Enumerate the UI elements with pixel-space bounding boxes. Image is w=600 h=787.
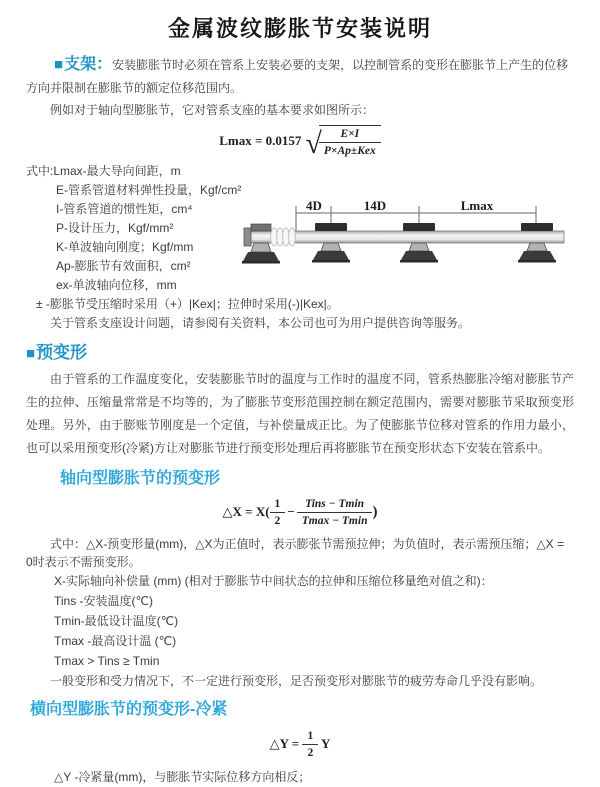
axial-formula-close: ): [372, 503, 378, 520]
lateral-formula-rhs: Y: [320, 735, 331, 751]
definition-line: E-管系管道材料弹性投量，Kgf/cm²: [56, 182, 242, 197]
sqrt-content: [319, 125, 381, 159]
support-section-heading: [54, 56, 112, 73]
one-half-fraction: $\frac{1}{2}$: [270, 497, 286, 529]
axial-explain-paragraph: 式中：△X-预变形量(mm)，△X为正值时，表示膨张节需预拉伸；为负值时，表示需预压缩；△X = 0时表示不需预变形。: [26, 536, 565, 569]
temp-definition-line: Tins -安装温度(℃): [54, 593, 154, 608]
definition-line: I-管系管道的惯性矩，cm⁴: [56, 201, 193, 216]
pipe-end-flange: [244, 228, 251, 246]
pipe-support-diagram: [244, 198, 596, 290]
temp-definition-line: Tmin-最低设计温度(℃): [54, 613, 179, 628]
definition-line: 式中:Lmax-最大导向间距，m: [26, 163, 181, 178]
definition-line: P-设计压力，Kgf/mm²: [56, 220, 174, 235]
pipe-support-diagram-svg: [244, 198, 596, 290]
lmax-formula: [26, 125, 574, 159]
definition-line: ex-单波轴向位移，mm: [56, 277, 177, 292]
support-example-line: 例如对于轴向型膨胀节，它对管系支座的基本要求如图所示：: [50, 103, 375, 117]
dim-label-4d: 4D: [306, 197, 322, 213]
temp-relation-line: Tmax > Tins ≥ Tmin: [54, 653, 160, 668]
temperature-fraction: $\frac{\text{Tins − Tmin}}{Tmax - Tmin}$: [297, 497, 373, 529]
lateral-note-line: △Y -冷紧量(mm)，与膨胀节实际位移方向相反；: [54, 770, 311, 785]
one-half-fraction: $\frac{1}{2}$: [302, 729, 318, 761]
axial-formula: [26, 497, 574, 529]
axial-note-line: 一般变形和受力情况下，不一定进行预变形，足否预变形对膨胀节的疲劳寿命几乎没有影响。: [50, 673, 543, 688]
preset-section-heading: [26, 342, 574, 365]
preset-section-label: 预变形: [36, 342, 88, 362]
definition-line: Ap-膨胀节有效面积，cm²: [56, 258, 191, 273]
lateral-formula: [26, 729, 574, 761]
preset-body-paragraph: 由于管系的工作温度变化，安装膨胀节时的温度与工作时的温度不同，管系热膨胀冷缩对膨胀节产生的拉伸、压缩量常常是不均等的，为了膨胀节变形范围控制在额定范围内，需要对膨胀节采取预变形处理。另外，由于膨账节刚度是一个定值，与补偿量成正比。为了使膨胀节位移对管系的作用力最小，也可以采用预变形(冷紧)方让对膨胀节进行预变形处理后再将膨胀节在预变形状态下安装在管系中。: [26, 371, 574, 455]
section-marker-icon: ■: [54, 56, 64, 73]
sqrt-icon: √: [305, 126, 322, 160]
definition-line: K-单波轴向刚度；Kgf/mm: [56, 239, 194, 254]
dim-label-lmax: Lmax: [460, 197, 494, 213]
dim-label-14d: 14D: [363, 197, 387, 213]
lmax-formula-denominator: P×Ap±Kex: [323, 145, 376, 158]
support-intro-paragraph: [26, 53, 574, 100]
section-marker-icon: ■: [26, 344, 36, 362]
minus-operator: −: [287, 503, 295, 519]
lateral-subheading: 横向型膨胀节的预变形-冷紧: [30, 700, 228, 718]
lateral-formula-lhs: △Y =: [269, 735, 300, 751]
support-section-label: 支架：: [64, 56, 113, 73]
axial-formula-lhs: △X = X(: [222, 503, 270, 519]
page-title: 金属波纹膨胀节安装说明: [167, 16, 432, 41]
consult-note: 关于管系支座设计问题，请参阅有关资料，本公司也可为用户提供咨询等服务。: [50, 315, 471, 330]
temp-definition-line: Tmax -最高设计温 (℃): [54, 633, 177, 648]
axial-subheading: 轴向型膨胀节的预变形: [60, 469, 221, 487]
x-definition-line: X-实际轴向补偿量 (mm) (相对于膨胀节中间状态的拉伸和压缩位移量绝对值之和)：: [54, 573, 493, 588]
definitions-section: [26, 162, 574, 333]
plus-minus-note: ± -膨胀节受压缩时采用（+）|Kex|；拉伸时采用(-)|Kex|。: [36, 296, 339, 311]
lmax-formula-lhs: Lmax = 0.0157: [219, 132, 302, 148]
support-intro-text: 安装膨胀节时必须在管系上安装必要的支架，以控制管系的变形在膨胀节上产生的位移方向并限制在膨胀节的额定位移范围内。: [26, 58, 569, 95]
lmax-formula-numerator: E×I: [319, 127, 381, 143]
